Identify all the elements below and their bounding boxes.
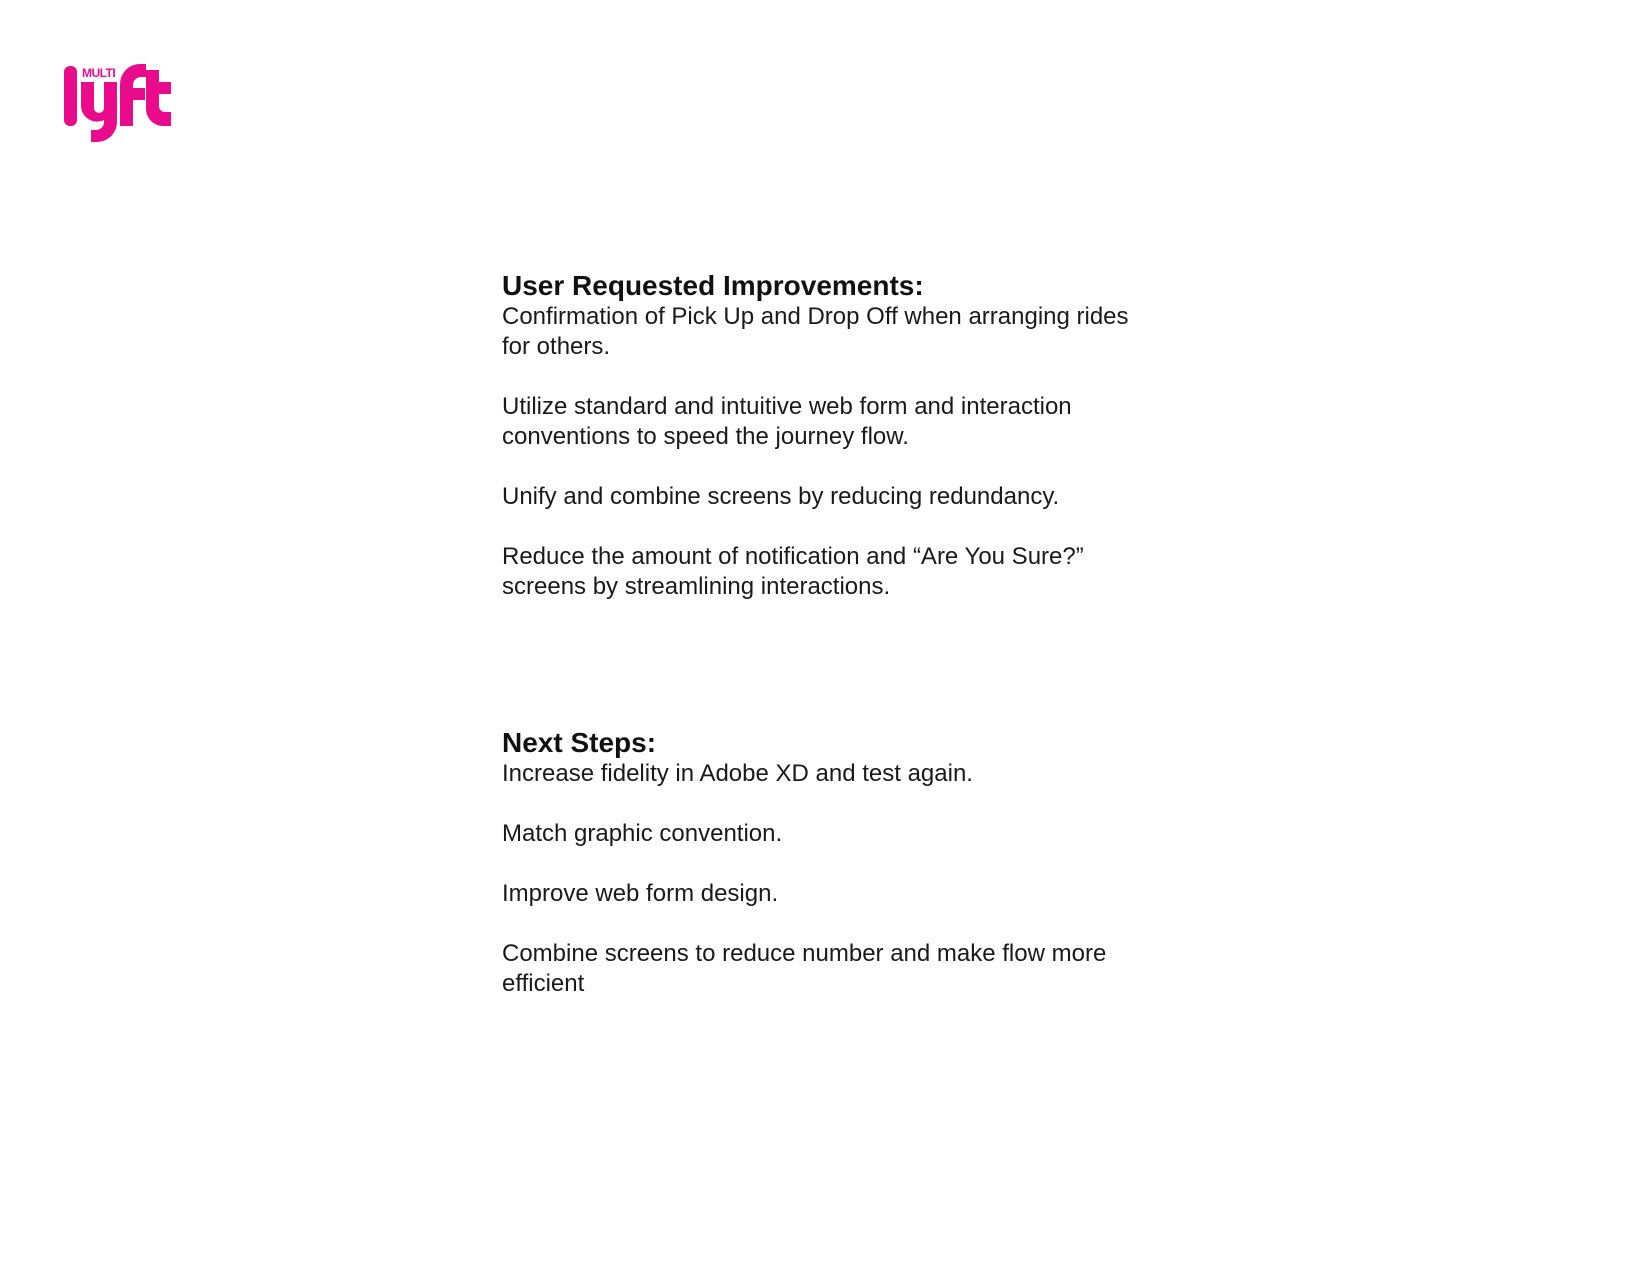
next-steps-section — [502, 727, 1142, 999]
list-item: Utilize standard and intuitive web form and interaction conventions to speed the journey flow. — [502, 393, 1072, 450]
next-steps-list — [502, 759, 1142, 999]
improvements-list — [502, 302, 1142, 602]
list-item: Combine screens to reduce number and make flow more efficient — [502, 940, 1107, 997]
list-item: Increase fidelity in Adobe XD and test again. — [502, 760, 973, 787]
list-item: Reduce the amount of notification and “Are You Sure?” screens by streamlining interactions. — [502, 543, 1084, 600]
list-item: Confirmation of Pick Up and Drop Off when arranging rides for others. — [502, 303, 1129, 360]
list-item: Improve web form design. — [502, 880, 779, 907]
list-item: Unify and combine screens by reducing redundancy. — [502, 483, 1060, 510]
section-title: User Requested Improvements: — [502, 270, 924, 301]
svg-text:MULTI: MULTI — [82, 66, 116, 80]
section-title: Next Steps: — [502, 727, 657, 758]
user-requested-improvements-section — [502, 270, 1142, 602]
list-item: Match graphic convention. — [502, 820, 783, 847]
multi-lyft-logo — [64, 62, 176, 144]
lyft-logo-icon — [64, 62, 176, 144]
